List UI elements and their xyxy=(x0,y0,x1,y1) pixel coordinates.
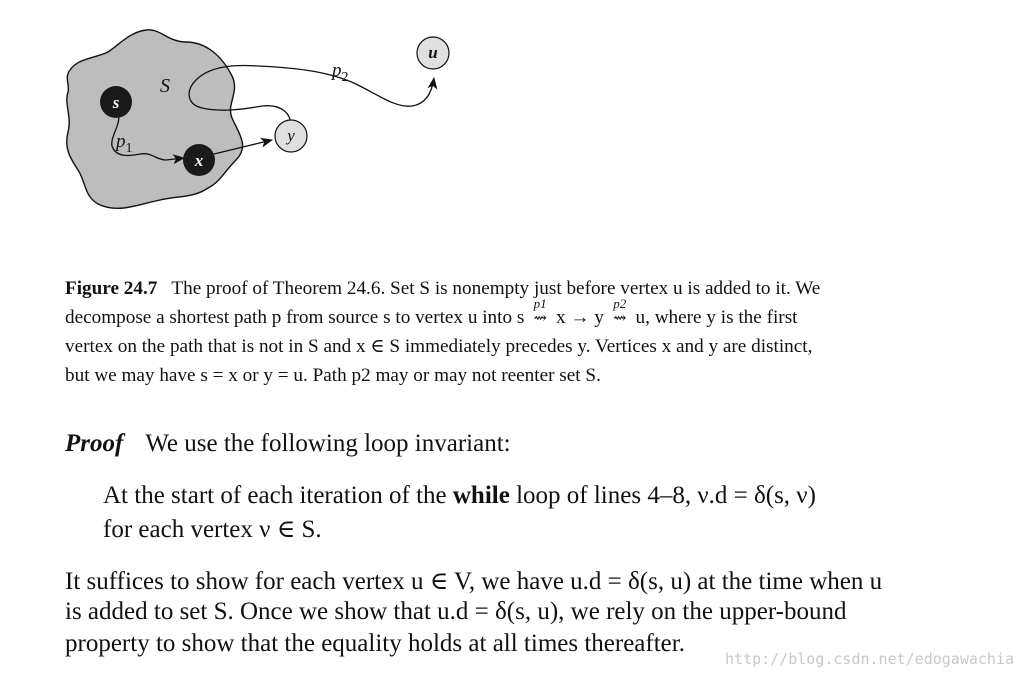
vertex-u-label: u xyxy=(428,43,438,62)
vertex-u xyxy=(417,37,449,69)
path-p1-label: $p_1$ xyxy=(116,131,133,156)
proof-paragraph-line-2: is added to set S. Once we show that u.d = δ(s, u), we rely on the upper-bound xyxy=(65,598,847,625)
caption-line-1 xyxy=(65,274,820,303)
vertex-x xyxy=(183,144,215,176)
squiggle-arrow-p1: p1 ⇝ xyxy=(529,303,551,333)
proof-title: Proof xyxy=(65,430,124,457)
squiggle-arrow-p2: p2 ⇝ xyxy=(609,303,631,333)
proof-heading-line xyxy=(65,430,511,458)
proof-paragraph-line-1: It suffices to show for each vertex u ∈ V, we have u.d = δ(s, u) at the time when u xyxy=(65,568,883,595)
squiggle-label-p2: p2 xyxy=(613,296,627,311)
caption-line-1-text: The proof of Theorem 24.6. Set S is nonempty just before vertex u is added to it. We xyxy=(171,278,821,299)
caption-line-2-b: x → y xyxy=(555,307,604,328)
invariant-text-a: At the start of each iteration of the xyxy=(103,482,453,509)
squiggle-label-p1: p1 xyxy=(533,296,547,311)
vertex-x-label: x xyxy=(194,151,204,170)
caption-line-4: but we may have s = x or y = u. Path p2 may or may not reenter set S. xyxy=(65,365,601,386)
caption-line-3: vertex on the path that is not in S and x ∈ S immediately precedes y. Vertices x and y are distinct, xyxy=(65,336,813,357)
watermark-url: http://blog.csdn.net/edogawachia xyxy=(725,650,1014,668)
invariant-line-2: for each vertex ν ∈ S. xyxy=(103,516,322,543)
invariant-while-keyword: while xyxy=(452,482,510,509)
vertex-s xyxy=(100,86,132,118)
vertex-y xyxy=(275,120,307,152)
caption-line-2-a: decompose a shortest path p from source s to vertex u into s xyxy=(65,307,525,328)
set-s-label: S xyxy=(160,75,170,97)
path-p2-label: $p_2$ xyxy=(332,60,349,85)
set-s-region xyxy=(67,30,243,209)
proof-figure xyxy=(0,0,1022,260)
caption-line-2 xyxy=(65,296,798,333)
caption-label: Figure 24.7 xyxy=(65,278,158,299)
vertex-s-label: s xyxy=(112,93,120,112)
invariant-text-b: loop of lines 4–8, ν.d = δ(s, ν) xyxy=(509,482,816,509)
proof-paragraph-line-3: property to show that the equality holds at all times thereafter. xyxy=(65,630,685,657)
vertex-y-label: y xyxy=(287,126,295,145)
caption-line-2-c: u, where y is the first xyxy=(635,307,798,328)
invariant-line-1 xyxy=(103,482,816,510)
proof-intro: We use the following loop invariant: xyxy=(145,430,511,457)
